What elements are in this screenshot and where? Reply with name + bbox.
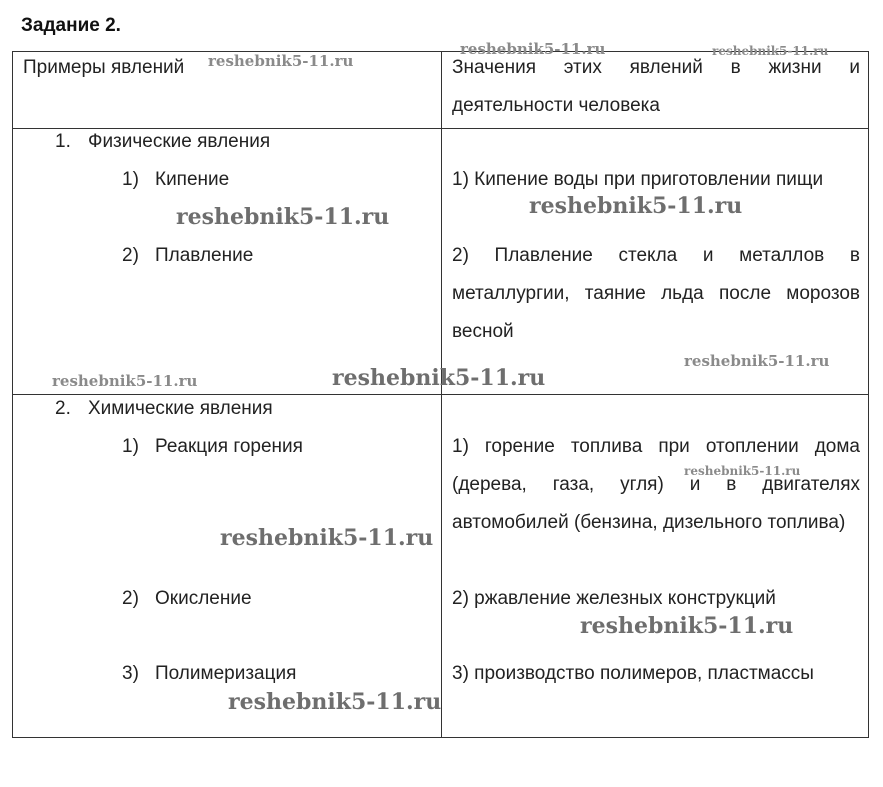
section-name: Физические явления	[88, 131, 271, 152]
list-item-polymerization	[122, 655, 296, 693]
item-label: Реакция горения	[155, 436, 303, 457]
answer-table	[12, 51, 869, 738]
meaning-melting: 2) Плавление стекла и металлов в металлургии, таяние льда после морозов весной	[452, 245, 860, 342]
meaning-polymerization: 3) производство полимеров, пластмассы	[452, 663, 814, 684]
watermark: reshebnik5-11.ru	[684, 464, 801, 478]
section-name: Химические явления	[88, 398, 273, 419]
watermark: reshebnik5-11.ru	[529, 193, 743, 219]
watermark: reshebnik5-11.ru	[580, 613, 794, 639]
watermark: reshebnik5-11.ru	[220, 525, 434, 551]
watermark: reshebnik5-11.ru	[684, 352, 830, 370]
list-item-boiling	[122, 161, 229, 199]
meaning-oxidation: 2) ржавление железных конструкций	[452, 588, 776, 609]
watermark: reshebnik5-11.ru	[176, 204, 390, 230]
item-number: 1)	[122, 436, 139, 457]
item-label: Окисление	[155, 588, 252, 609]
watermark: reshebnik5-11.ru	[332, 365, 546, 391]
item-label: Полимеризация	[155, 663, 297, 684]
watermark: reshebnik5-11.ru	[52, 372, 198, 390]
section-number: 2.	[55, 398, 71, 419]
watermark: reshebnik5-11.ru	[460, 40, 606, 58]
item-label: Плавление	[155, 245, 254, 266]
watermark: reshebnik5-11.ru	[712, 44, 829, 58]
item-number: 1)	[122, 169, 139, 190]
item-label: Кипение	[155, 169, 230, 190]
list-item-oxidation	[122, 580, 252, 618]
section-physical-heading	[55, 123, 270, 161]
item-number: 3)	[122, 663, 139, 684]
list-item-combustion	[122, 428, 303, 466]
section-chemical-heading	[55, 390, 273, 428]
item-number: 2)	[122, 588, 139, 609]
header-right-cell: Значения этих явлений в жизни и деятельности человека	[452, 57, 860, 116]
meaning-boiling: 1) Кипение воды при приготовлении пищи	[452, 169, 824, 190]
watermark: reshebnik5-11.ru	[228, 689, 442, 715]
watermark: reshebnik5-11.ru	[208, 52, 354, 70]
header-left-cell: Примеры явлений	[23, 57, 185, 78]
meaning-combustion: 1) горение топлива при отоплении дома (дерева, газа, угля) и в двигателях автомобилей (бензина, дизельного топлива)	[452, 436, 860, 533]
page-title: Задание 2.	[21, 15, 121, 36]
list-item-melting	[122, 237, 253, 275]
section-number: 1.	[55, 131, 71, 152]
item-number: 2)	[122, 245, 139, 266]
